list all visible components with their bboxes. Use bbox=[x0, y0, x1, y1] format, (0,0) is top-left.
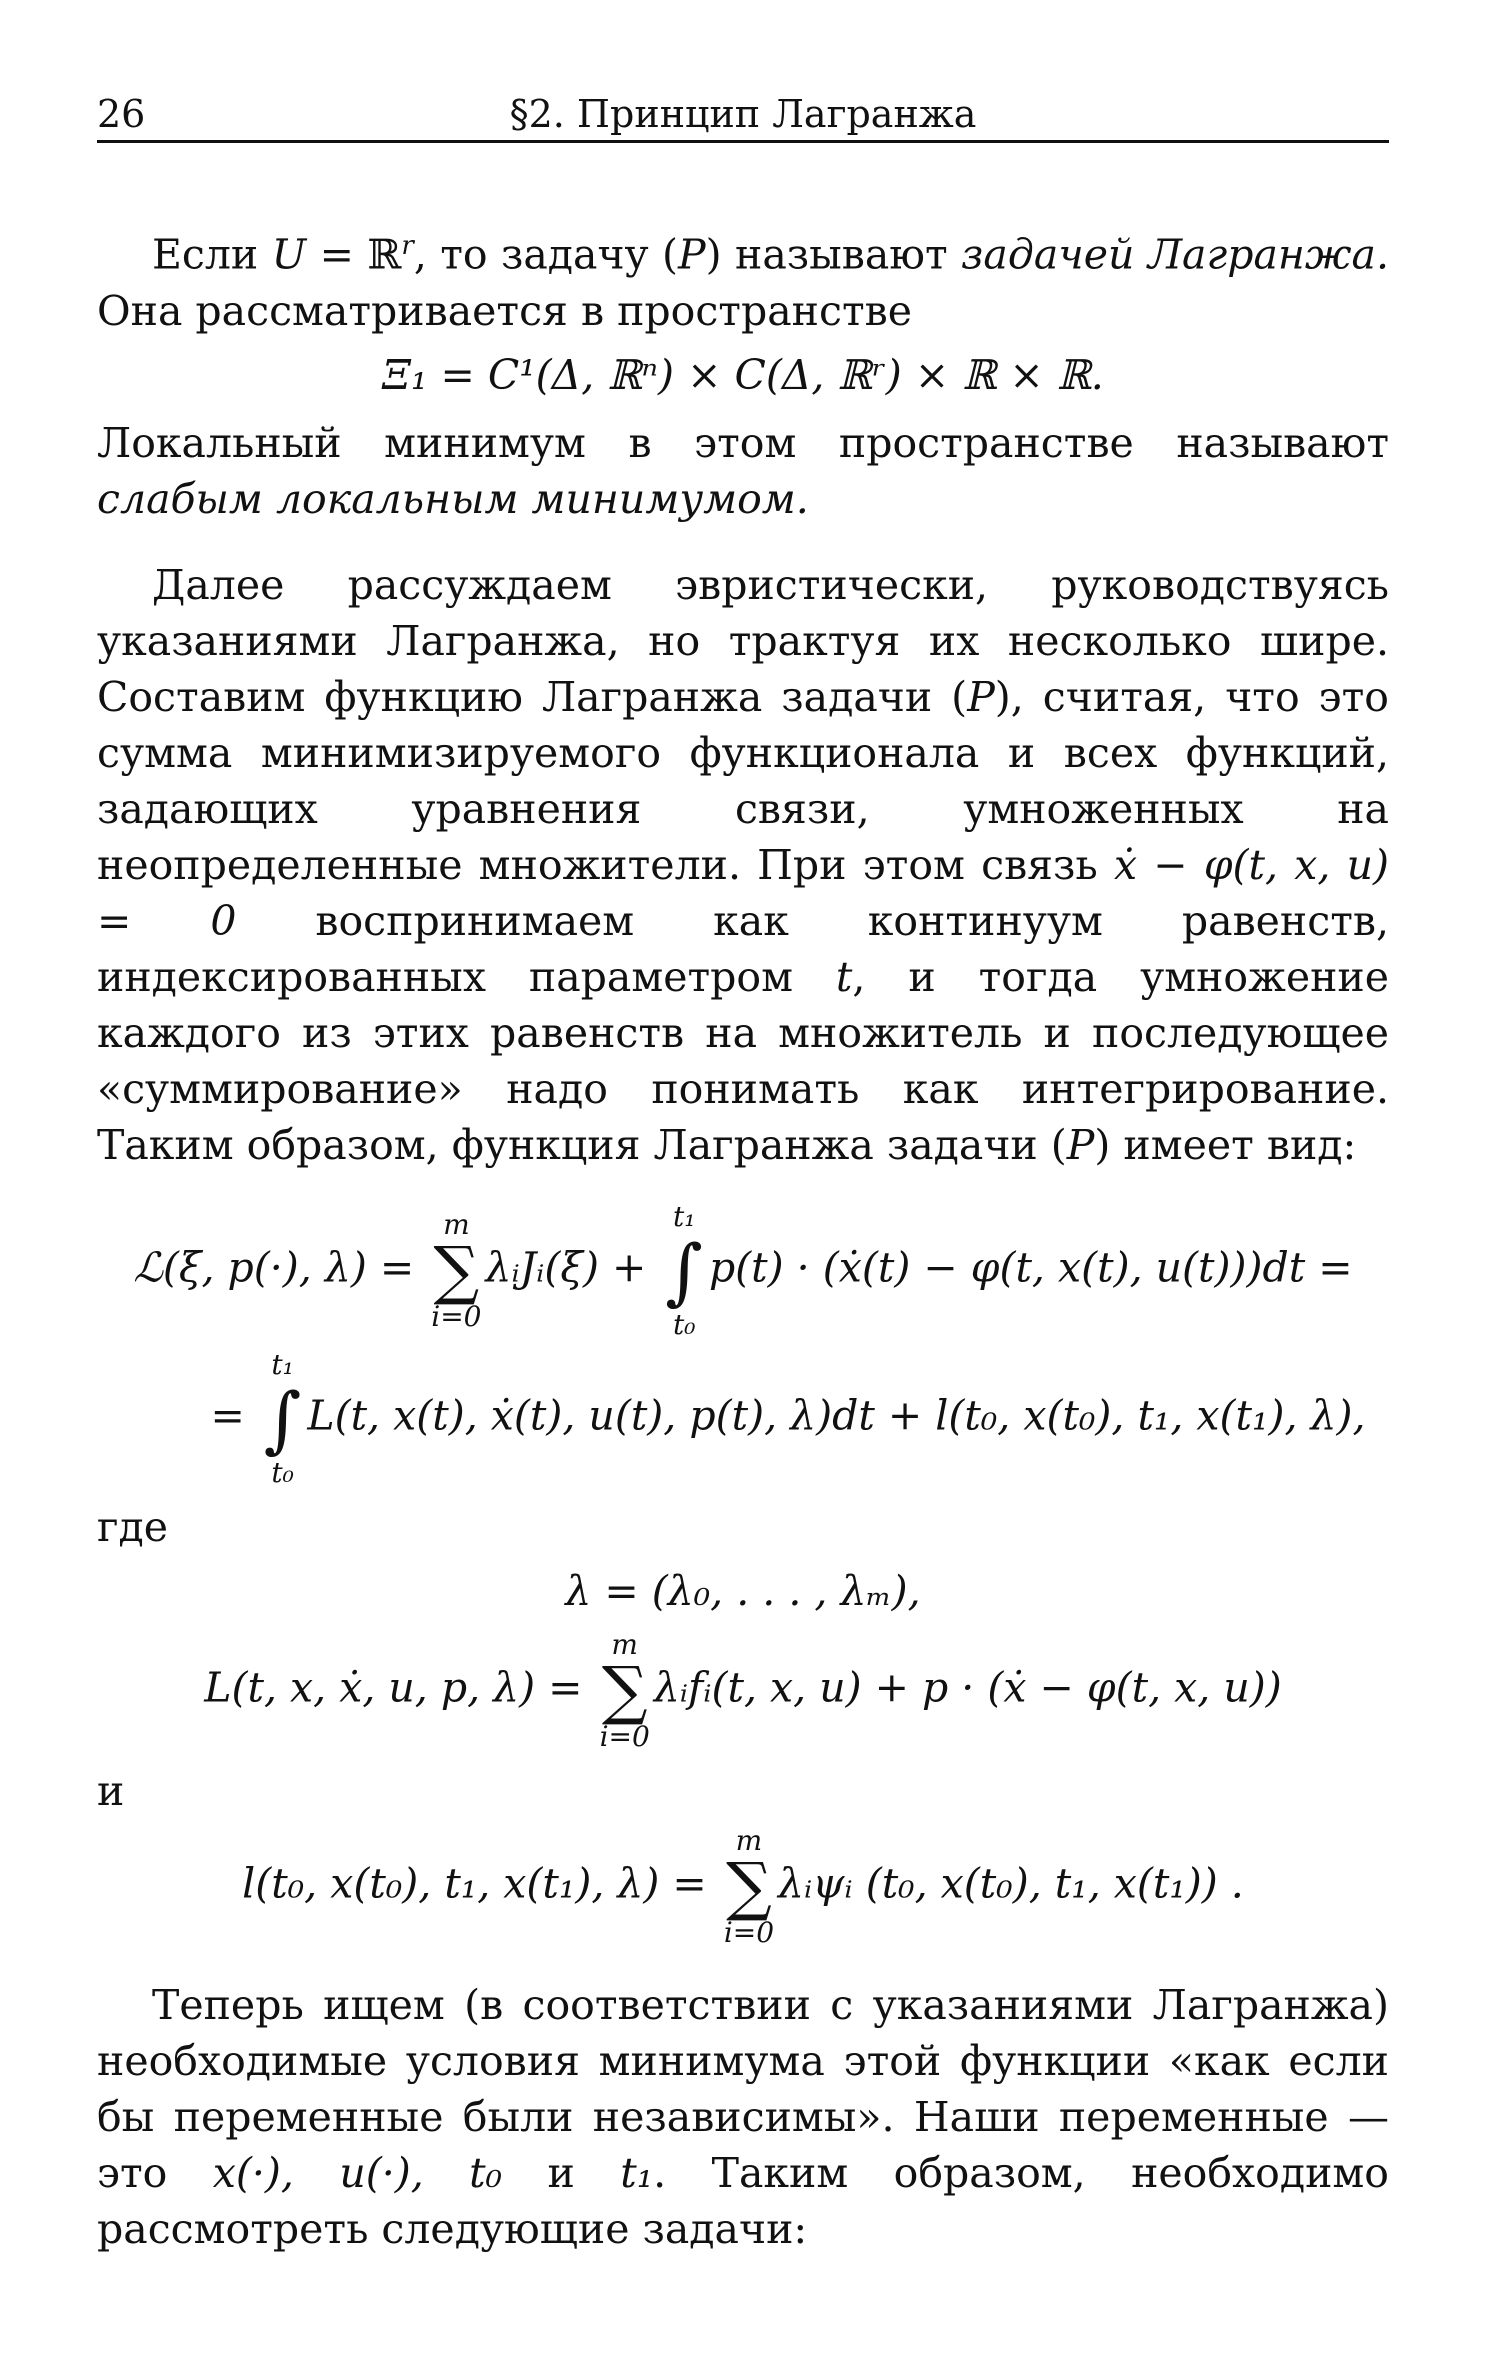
text: воспринимаем как континуум равенств, индексированных параметром bbox=[97, 896, 1389, 1001]
eq-lhs: ℒ(ξ, p(·), λ) = bbox=[133, 1243, 428, 1292]
text: Теперь ищем (в соответствии с указаниями Лагранжа) необходимые условия минимума этой функции «как если бы переменные были независимы». Наши переменные — это bbox=[97, 1980, 1389, 2197]
sum-upper-limit: m bbox=[611, 1627, 638, 1661]
int-lower-limit: t₀ bbox=[271, 1455, 294, 1489]
paragraph-lagrange-problem bbox=[97, 218, 1389, 339]
equation-lagrange-function bbox=[97, 1199, 1389, 1341]
text: ) называют bbox=[705, 230, 962, 279]
page-body bbox=[97, 218, 1389, 2257]
and-label: и bbox=[97, 1766, 125, 1815]
equation-terminant bbox=[97, 1823, 1389, 1949]
text: , то задачу ( bbox=[413, 230, 679, 279]
summation bbox=[723, 1823, 775, 1949]
eq-term: λᵢJᵢ(ξ) + bbox=[485, 1243, 660, 1292]
sum-lower-limit: i=0 bbox=[723, 1915, 775, 1949]
int-lower-limit: t₀ bbox=[672, 1307, 696, 1341]
paragraph-weak-minimum bbox=[97, 415, 1389, 527]
sum-upper-limit: m bbox=[443, 1207, 470, 1241]
eq-rhs: L(t, x(t), ẋ(t), u(t), p(t), λ)dt + l(t₀, x(t₀), t₁, x(t₁), λ), bbox=[307, 1391, 1366, 1440]
math: P bbox=[678, 230, 706, 279]
equation-lambda: λ = (λ₀, . . . , λₘ), bbox=[565, 1566, 921, 1615]
math: P bbox=[1066, 1120, 1095, 1169]
summation bbox=[431, 1207, 482, 1333]
text: ) имеет вид: bbox=[1094, 1120, 1357, 1169]
math-superscript: r bbox=[401, 231, 414, 261]
text: ), считая, что это сумма минимизируемого функционала и всех функций, задающих уравнения связи, умноженных на неопределенные множители. При этом связь bbox=[97, 672, 1389, 889]
math: t₁ bbox=[620, 2148, 654, 2197]
sum-symbol: ∑ bbox=[601, 1653, 648, 1728]
int-symbol: ∫ bbox=[665, 1228, 703, 1313]
text: Если bbox=[152, 230, 272, 279]
summation bbox=[599, 1627, 650, 1753]
running-title: §2. Принцип Лагранжа bbox=[509, 92, 977, 136]
sum-upper-limit: m bbox=[735, 1823, 763, 1857]
eq-term: p(t) · (ẋ(t) − φ(t, x(t), u(t)))dt = bbox=[708, 1243, 1353, 1292]
math: t bbox=[835, 952, 853, 1001]
equation-lagrangian bbox=[97, 1627, 1389, 1753]
sum-lower-limit: i=0 bbox=[599, 1719, 650, 1753]
text: Локальный минимум в этом пространстве называют bbox=[97, 418, 1389, 467]
int-upper-limit: t₁ bbox=[271, 1347, 294, 1381]
text: и bbox=[502, 2148, 621, 2197]
text: Она рассматривается в пространстве bbox=[97, 286, 912, 335]
math: ẋ − φ(t, x, u) = 0 bbox=[97, 840, 1389, 945]
term-italic: задачей Лагранжа. bbox=[961, 230, 1389, 279]
sum-lower-limit: i=0 bbox=[431, 1299, 482, 1333]
math: x(·), u(·), t₀ bbox=[212, 2148, 503, 2197]
paragraph-heuristic bbox=[97, 557, 1389, 1173]
where-label: где bbox=[97, 1502, 168, 1551]
eq-rhs: λᵢψᵢ (t₀, x(t₀), t₁, x(t₁)) . bbox=[778, 1859, 1244, 1908]
int-upper-limit: t₁ bbox=[672, 1199, 696, 1233]
math: P bbox=[967, 672, 995, 721]
eq-lhs: L(t, x, ẋ, u, p, λ) = bbox=[204, 1663, 596, 1712]
eq-lhs: = bbox=[210, 1391, 258, 1440]
integral bbox=[263, 1347, 302, 1489]
term-italic: слабым локальным минимумом. bbox=[97, 474, 809, 523]
page-number: 26 bbox=[97, 92, 146, 136]
page-header bbox=[97, 88, 1389, 143]
equation-space: Ξ₁ = C¹(Δ, ℝⁿ) × C(Δ, ℝʳ) × ℝ × ℝ. bbox=[382, 350, 1104, 399]
eq-rhs: λᵢfᵢ(t, x, u) + p · (ẋ − φ(t, x, u)) bbox=[653, 1663, 1282, 1712]
integral bbox=[665, 1199, 703, 1341]
int-symbol: ∫ bbox=[263, 1376, 302, 1461]
sum-symbol: ∑ bbox=[726, 1849, 772, 1924]
text: . Таким образом, необходимо рассмотреть следующие задачи: bbox=[97, 2148, 1389, 2253]
math: U bbox=[271, 230, 307, 279]
paragraph-necessary-conditions bbox=[97, 1977, 1389, 2257]
text: , и тогда умножение каждого из этих равенств на множитель и последующее «суммирование» надо понимать как интегрирование. Таким образом, функция Лагранжа задачи ( bbox=[97, 952, 1390, 1169]
eq-lhs: l(t₀, x(t₀), t₁, x(t₁), λ) = bbox=[242, 1859, 720, 1908]
math: = ℝ bbox=[306, 230, 402, 279]
equation-lagrange-function-cont bbox=[97, 1347, 1389, 1489]
sum-symbol: ∑ bbox=[433, 1233, 480, 1308]
text: Далее рассуждаем эвристически, руководствуясь указаниями Лагранжа, но трактуя их несколько шире. Составим функцию Лагранжа задачи ( bbox=[97, 560, 1389, 721]
